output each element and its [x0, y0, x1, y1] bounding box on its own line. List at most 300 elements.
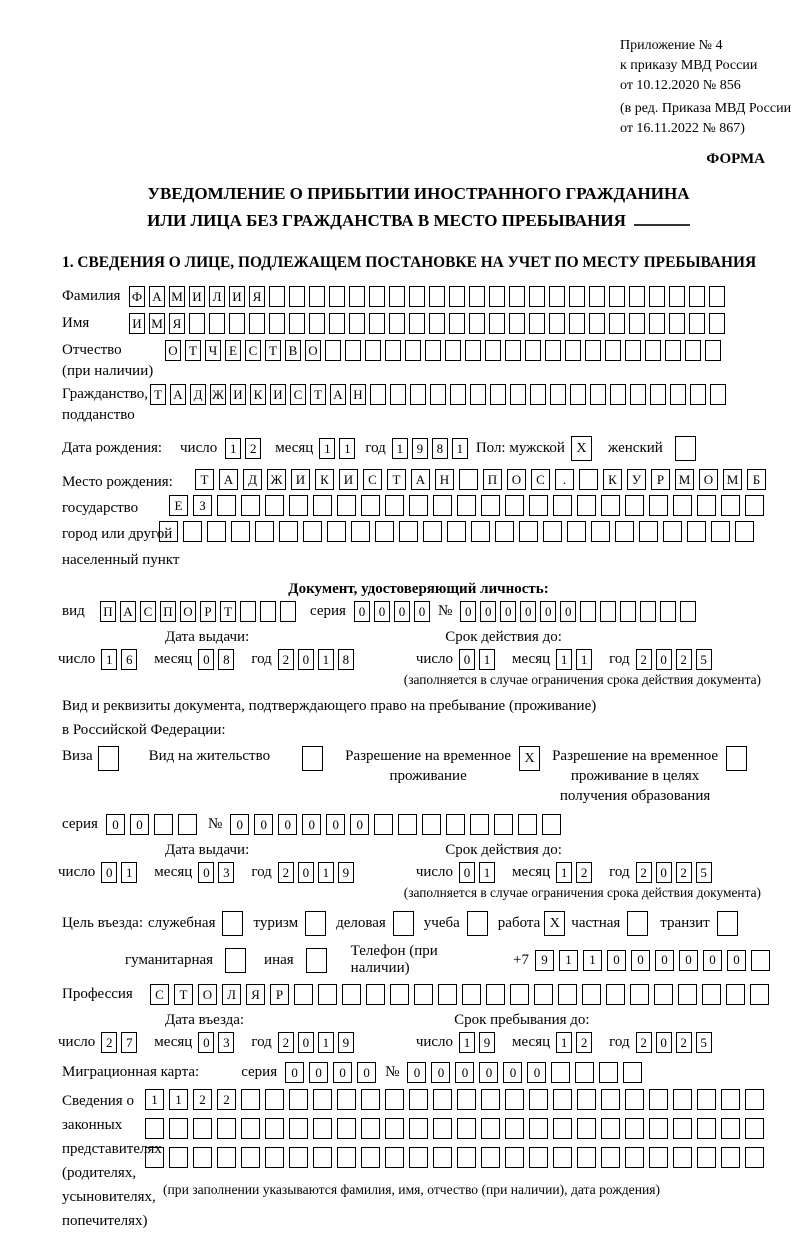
- char-box[interactable]: [265, 1118, 284, 1139]
- char-box[interactable]: [289, 1118, 308, 1139]
- char-box[interactable]: 2: [576, 1032, 592, 1053]
- char-box[interactable]: 1: [452, 438, 468, 459]
- char-box[interactable]: [241, 1118, 260, 1139]
- char-box[interactable]: [337, 495, 356, 516]
- char-box[interactable]: [241, 495, 260, 516]
- char-box[interactable]: [433, 1147, 452, 1168]
- char-box[interactable]: 2: [101, 1032, 117, 1053]
- char-box[interactable]: [600, 601, 616, 622]
- char-box[interactable]: Т: [185, 340, 201, 361]
- char-box[interactable]: 0: [679, 950, 698, 971]
- char-box[interactable]: [409, 1089, 428, 1110]
- char-box[interactable]: О: [198, 984, 217, 1005]
- char-box[interactable]: [430, 384, 446, 405]
- char-box[interactable]: А: [330, 384, 346, 405]
- char-box[interactable]: [365, 340, 381, 361]
- char-box[interactable]: [169, 1147, 188, 1168]
- char-box[interactable]: [459, 469, 478, 490]
- char-box[interactable]: [361, 495, 380, 516]
- char-box[interactable]: [429, 286, 445, 307]
- char-box[interactable]: 0: [309, 1062, 328, 1083]
- char-box[interactable]: 0: [350, 814, 369, 835]
- char-box[interactable]: [279, 521, 298, 542]
- purpose-other-checkbox[interactable]: [306, 948, 327, 973]
- char-box[interactable]: 9: [338, 1032, 354, 1053]
- char-box[interactable]: [145, 1118, 164, 1139]
- char-box[interactable]: [505, 1118, 524, 1139]
- char-box[interactable]: [553, 1118, 572, 1139]
- char-box[interactable]: 0: [354, 601, 370, 622]
- char-box[interactable]: 1: [121, 862, 137, 883]
- char-box[interactable]: [429, 313, 445, 334]
- char-box[interactable]: С: [150, 984, 169, 1005]
- char-box[interactable]: [745, 1118, 764, 1139]
- char-box[interactable]: [601, 1089, 620, 1110]
- char-box[interactable]: 3: [218, 862, 234, 883]
- char-box[interactable]: [457, 1118, 476, 1139]
- char-box[interactable]: 2: [278, 862, 294, 883]
- char-box[interactable]: [509, 286, 525, 307]
- char-box[interactable]: 0: [130, 814, 149, 835]
- char-box[interactable]: 0: [560, 601, 576, 622]
- char-box[interactable]: [601, 1118, 620, 1139]
- char-box[interactable]: [620, 601, 636, 622]
- char-box[interactable]: [313, 495, 332, 516]
- char-box[interactable]: [673, 1118, 692, 1139]
- char-box[interactable]: 8: [338, 649, 354, 670]
- char-box[interactable]: [469, 313, 485, 334]
- char-box[interactable]: [481, 495, 500, 516]
- char-box[interactable]: Е: [169, 495, 188, 516]
- char-box[interactable]: Я: [246, 984, 265, 1005]
- char-box[interactable]: [217, 495, 236, 516]
- char-box[interactable]: [449, 286, 465, 307]
- char-box[interactable]: [313, 1118, 332, 1139]
- char-box[interactable]: И: [339, 469, 358, 490]
- char-box[interactable]: И: [291, 469, 310, 490]
- char-box[interactable]: [577, 1118, 596, 1139]
- char-box[interactable]: [349, 313, 365, 334]
- char-box[interactable]: [183, 521, 202, 542]
- char-box[interactable]: [510, 984, 529, 1005]
- char-box[interactable]: [529, 1118, 548, 1139]
- char-box[interactable]: [623, 1062, 642, 1083]
- char-box[interactable]: А: [170, 384, 186, 405]
- char-box[interactable]: С: [140, 601, 156, 622]
- char-box[interactable]: 0: [656, 1032, 672, 1053]
- char-box[interactable]: [405, 340, 421, 361]
- char-box[interactable]: [569, 313, 585, 334]
- char-box[interactable]: [249, 313, 265, 334]
- char-box[interactable]: А: [149, 286, 165, 307]
- char-box[interactable]: [697, 1089, 716, 1110]
- char-box[interactable]: О: [165, 340, 181, 361]
- char-box[interactable]: [711, 521, 730, 542]
- char-box[interactable]: [610, 384, 626, 405]
- char-box[interactable]: [481, 1118, 500, 1139]
- char-box[interactable]: А: [219, 469, 238, 490]
- char-box[interactable]: [470, 384, 486, 405]
- char-box[interactable]: [577, 495, 596, 516]
- char-box[interactable]: [289, 286, 305, 307]
- char-box[interactable]: [589, 313, 605, 334]
- char-box[interactable]: [645, 340, 661, 361]
- char-box[interactable]: [309, 286, 325, 307]
- char-box[interactable]: П: [483, 469, 502, 490]
- char-box[interactable]: [697, 1118, 716, 1139]
- char-box[interactable]: [447, 521, 466, 542]
- char-box[interactable]: [745, 1147, 764, 1168]
- char-box[interactable]: [327, 521, 346, 542]
- char-box[interactable]: 0: [655, 950, 674, 971]
- char-box[interactable]: 2: [278, 649, 294, 670]
- char-box[interactable]: 1: [576, 649, 592, 670]
- char-box[interactable]: 0: [198, 1032, 214, 1053]
- char-box[interactable]: О: [699, 469, 718, 490]
- char-box[interactable]: [649, 286, 665, 307]
- char-box[interactable]: Д: [190, 384, 206, 405]
- char-box[interactable]: [457, 1089, 476, 1110]
- char-box[interactable]: [640, 601, 656, 622]
- char-box[interactable]: 0: [431, 1062, 450, 1083]
- char-box[interactable]: [710, 384, 726, 405]
- char-box[interactable]: [489, 286, 505, 307]
- char-box[interactable]: [689, 286, 705, 307]
- char-box[interactable]: 1: [225, 438, 241, 459]
- char-box[interactable]: Ж: [210, 384, 226, 405]
- char-box[interactable]: 0: [500, 601, 516, 622]
- char-box[interactable]: 2: [676, 649, 692, 670]
- char-box[interactable]: [654, 984, 673, 1005]
- char-box[interactable]: [505, 1147, 524, 1168]
- char-box[interactable]: [673, 495, 692, 516]
- char-box[interactable]: [409, 1118, 428, 1139]
- char-box[interactable]: [534, 984, 553, 1005]
- char-box[interactable]: [669, 286, 685, 307]
- char-box[interactable]: [145, 1147, 164, 1168]
- char-box[interactable]: [649, 313, 665, 334]
- char-box[interactable]: [438, 984, 457, 1005]
- char-box[interactable]: [751, 950, 770, 971]
- char-box[interactable]: [193, 1147, 212, 1168]
- char-box[interactable]: [217, 1147, 236, 1168]
- char-box[interactable]: [370, 384, 386, 405]
- char-box[interactable]: [337, 1118, 356, 1139]
- char-box[interactable]: [369, 286, 385, 307]
- char-box[interactable]: [409, 495, 428, 516]
- char-box[interactable]: З: [193, 495, 212, 516]
- char-box[interactable]: 2: [636, 862, 652, 883]
- char-box[interactable]: 0: [285, 1062, 304, 1083]
- char-box[interactable]: Я: [249, 286, 265, 307]
- char-box[interactable]: П: [100, 601, 116, 622]
- char-box[interactable]: [589, 286, 605, 307]
- char-box[interactable]: 1: [559, 950, 578, 971]
- char-box[interactable]: [529, 495, 548, 516]
- char-box[interactable]: М: [169, 286, 185, 307]
- char-box[interactable]: [577, 1089, 596, 1110]
- char-box[interactable]: 9: [535, 950, 554, 971]
- char-box[interactable]: Р: [200, 601, 216, 622]
- char-box[interactable]: 0: [298, 649, 314, 670]
- char-box[interactable]: [609, 286, 625, 307]
- char-box[interactable]: Ч: [205, 340, 221, 361]
- char-box[interactable]: [423, 521, 442, 542]
- char-box[interactable]: [409, 1147, 428, 1168]
- char-box[interactable]: .: [555, 469, 574, 490]
- sex-female-checkbox[interactable]: [675, 436, 696, 461]
- char-box[interactable]: [650, 384, 666, 405]
- char-box[interactable]: [750, 984, 769, 1005]
- char-box[interactable]: [329, 286, 345, 307]
- char-box[interactable]: [609, 313, 625, 334]
- char-box[interactable]: [449, 313, 465, 334]
- char-box[interactable]: 0: [503, 1062, 522, 1083]
- residence-permit-checkbox[interactable]: [302, 746, 323, 771]
- char-box[interactable]: [318, 984, 337, 1005]
- char-box[interactable]: [709, 286, 725, 307]
- char-box[interactable]: [529, 313, 545, 334]
- char-box[interactable]: [361, 1147, 380, 1168]
- char-box[interactable]: [189, 313, 205, 334]
- char-box[interactable]: [414, 984, 433, 1005]
- char-box[interactable]: 0: [460, 601, 476, 622]
- char-box[interactable]: [601, 1147, 620, 1168]
- char-box[interactable]: 2: [576, 862, 592, 883]
- char-box[interactable]: С: [245, 340, 261, 361]
- char-box[interactable]: [585, 340, 601, 361]
- char-box[interactable]: [735, 521, 754, 542]
- char-box[interactable]: [649, 495, 668, 516]
- char-box[interactable]: [549, 286, 565, 307]
- char-box[interactable]: [505, 1089, 524, 1110]
- char-box[interactable]: [209, 313, 225, 334]
- char-box[interactable]: 0: [656, 862, 672, 883]
- char-box[interactable]: [385, 495, 404, 516]
- char-box[interactable]: 1: [145, 1089, 164, 1110]
- char-box[interactable]: 0: [101, 862, 117, 883]
- char-box[interactable]: 1: [392, 438, 408, 459]
- char-box[interactable]: П: [160, 601, 176, 622]
- purpose-humanitarian-checkbox[interactable]: [225, 948, 246, 973]
- char-box[interactable]: [409, 286, 425, 307]
- char-box[interactable]: [615, 521, 634, 542]
- char-box[interactable]: [389, 286, 405, 307]
- char-box[interactable]: [457, 495, 476, 516]
- char-box[interactable]: 0: [656, 649, 672, 670]
- char-box[interactable]: [433, 495, 452, 516]
- char-box[interactable]: [471, 521, 490, 542]
- char-box[interactable]: Ж: [267, 469, 286, 490]
- char-box[interactable]: 1: [459, 1032, 475, 1053]
- char-box[interactable]: [289, 495, 308, 516]
- char-box[interactable]: 2: [676, 862, 692, 883]
- char-box[interactable]: [450, 384, 466, 405]
- char-box[interactable]: О: [507, 469, 526, 490]
- char-box[interactable]: А: [120, 601, 136, 622]
- char-box[interactable]: 2: [636, 649, 652, 670]
- char-box[interactable]: [410, 384, 426, 405]
- purpose-private-checkbox[interactable]: [627, 911, 648, 936]
- char-box[interactable]: [329, 313, 345, 334]
- char-box[interactable]: [325, 340, 341, 361]
- char-box[interactable]: [625, 1147, 644, 1168]
- char-box[interactable]: [649, 1089, 668, 1110]
- char-box[interactable]: У: [627, 469, 646, 490]
- char-box[interactable]: 0: [357, 1062, 376, 1083]
- char-box[interactable]: [685, 340, 701, 361]
- char-box[interactable]: 0: [198, 862, 214, 883]
- char-box[interactable]: [509, 313, 525, 334]
- char-box[interactable]: 0: [631, 950, 650, 971]
- char-box[interactable]: [265, 495, 284, 516]
- char-box[interactable]: 0: [480, 601, 496, 622]
- char-box[interactable]: И: [129, 313, 145, 334]
- char-box[interactable]: 8: [218, 649, 234, 670]
- char-box[interactable]: [495, 521, 514, 542]
- char-box[interactable]: [542, 814, 561, 835]
- char-box[interactable]: 0: [607, 950, 626, 971]
- char-box[interactable]: И: [229, 286, 245, 307]
- char-box[interactable]: [721, 1089, 740, 1110]
- char-box[interactable]: 0: [414, 601, 430, 622]
- char-box[interactable]: [605, 340, 621, 361]
- char-box[interactable]: 0: [540, 601, 556, 622]
- char-box[interactable]: И: [270, 384, 286, 405]
- char-box[interactable]: 0: [302, 814, 321, 835]
- char-box[interactable]: Р: [651, 469, 670, 490]
- char-box[interactable]: [673, 1089, 692, 1110]
- char-box[interactable]: 1: [556, 1032, 572, 1053]
- char-box[interactable]: [663, 521, 682, 542]
- char-box[interactable]: 0: [703, 950, 722, 971]
- char-box[interactable]: [490, 384, 506, 405]
- char-box[interactable]: 0: [278, 814, 297, 835]
- char-box[interactable]: Т: [310, 384, 326, 405]
- char-box[interactable]: [385, 340, 401, 361]
- char-box[interactable]: Т: [150, 384, 166, 405]
- char-box[interactable]: 9: [338, 862, 354, 883]
- char-box[interactable]: [425, 340, 441, 361]
- char-box[interactable]: [543, 521, 562, 542]
- char-box[interactable]: [159, 521, 178, 542]
- char-box[interactable]: 0: [374, 601, 390, 622]
- purpose-tourism-checkbox[interactable]: [305, 911, 326, 936]
- char-box[interactable]: [625, 495, 644, 516]
- char-box[interactable]: [385, 1147, 404, 1168]
- char-box[interactable]: [580, 601, 596, 622]
- char-box[interactable]: [494, 814, 513, 835]
- char-box[interactable]: [726, 984, 745, 1005]
- char-box[interactable]: 5: [696, 862, 712, 883]
- char-box[interactable]: [269, 286, 285, 307]
- char-box[interactable]: 1: [318, 649, 334, 670]
- purpose-work-checkbox[interactable]: X: [544, 911, 565, 936]
- temp-permit-checkbox[interactable]: X: [519, 746, 540, 771]
- char-box[interactable]: [342, 984, 361, 1005]
- char-box[interactable]: М: [723, 469, 742, 490]
- char-box[interactable]: 1: [479, 649, 495, 670]
- char-box[interactable]: О: [305, 340, 321, 361]
- char-box[interactable]: 0: [520, 601, 536, 622]
- char-box[interactable]: 8: [432, 438, 448, 459]
- char-box[interactable]: Л: [222, 984, 241, 1005]
- char-box[interactable]: [697, 495, 716, 516]
- visa-checkbox[interactable]: [98, 746, 119, 771]
- char-box[interactable]: [445, 340, 461, 361]
- char-box[interactable]: 1: [318, 862, 334, 883]
- char-box[interactable]: 1: [339, 438, 355, 459]
- char-box[interactable]: [398, 814, 417, 835]
- purpose-transit-checkbox[interactable]: [717, 911, 738, 936]
- char-box[interactable]: 0: [455, 1062, 474, 1083]
- char-box[interactable]: [269, 313, 285, 334]
- char-box[interactable]: [550, 384, 566, 405]
- char-box[interactable]: 1: [583, 950, 602, 971]
- char-box[interactable]: Т: [195, 469, 214, 490]
- char-box[interactable]: [422, 814, 441, 835]
- char-box[interactable]: [349, 286, 365, 307]
- char-box[interactable]: [689, 313, 705, 334]
- char-box[interactable]: [446, 814, 465, 835]
- char-box[interactable]: [709, 313, 725, 334]
- purpose-business-checkbox[interactable]: [393, 911, 414, 936]
- char-box[interactable]: 0: [407, 1062, 426, 1083]
- char-box[interactable]: [470, 814, 489, 835]
- char-box[interactable]: [265, 1089, 284, 1110]
- char-box[interactable]: [721, 1118, 740, 1139]
- char-box[interactable]: 1: [169, 1089, 188, 1110]
- char-box[interactable]: [433, 1118, 452, 1139]
- char-box[interactable]: [565, 340, 581, 361]
- char-box[interactable]: [255, 521, 274, 542]
- char-box[interactable]: 2: [676, 1032, 692, 1053]
- char-box[interactable]: Б: [747, 469, 766, 490]
- char-box[interactable]: 2: [217, 1089, 236, 1110]
- char-box[interactable]: [549, 313, 565, 334]
- char-box[interactable]: Я: [169, 313, 185, 334]
- char-box[interactable]: [649, 1147, 668, 1168]
- char-box[interactable]: 0: [333, 1062, 352, 1083]
- char-box[interactable]: Н: [435, 469, 454, 490]
- char-box[interactable]: [599, 1062, 618, 1083]
- char-box[interactable]: [649, 1118, 668, 1139]
- char-box[interactable]: [385, 1118, 404, 1139]
- char-box[interactable]: [745, 1089, 764, 1110]
- char-box[interactable]: 1: [556, 649, 572, 670]
- char-box[interactable]: 2: [245, 438, 261, 459]
- char-box[interactable]: [178, 814, 197, 835]
- char-box[interactable]: И: [230, 384, 246, 405]
- char-box[interactable]: [374, 814, 393, 835]
- char-box[interactable]: [721, 495, 740, 516]
- purpose-official-checkbox[interactable]: [222, 911, 243, 936]
- char-box[interactable]: 3: [218, 1032, 234, 1053]
- char-box[interactable]: [687, 521, 706, 542]
- char-box[interactable]: [567, 521, 586, 542]
- char-box[interactable]: 0: [326, 814, 345, 835]
- char-box[interactable]: [625, 340, 641, 361]
- char-box[interactable]: В: [285, 340, 301, 361]
- char-box[interactable]: 5: [696, 649, 712, 670]
- char-box[interactable]: [289, 1089, 308, 1110]
- char-box[interactable]: [169, 1118, 188, 1139]
- char-box[interactable]: [529, 1089, 548, 1110]
- char-box[interactable]: [303, 521, 322, 542]
- char-box[interactable]: [558, 984, 577, 1005]
- char-box[interactable]: [361, 1089, 380, 1110]
- char-box[interactable]: 0: [459, 649, 475, 670]
